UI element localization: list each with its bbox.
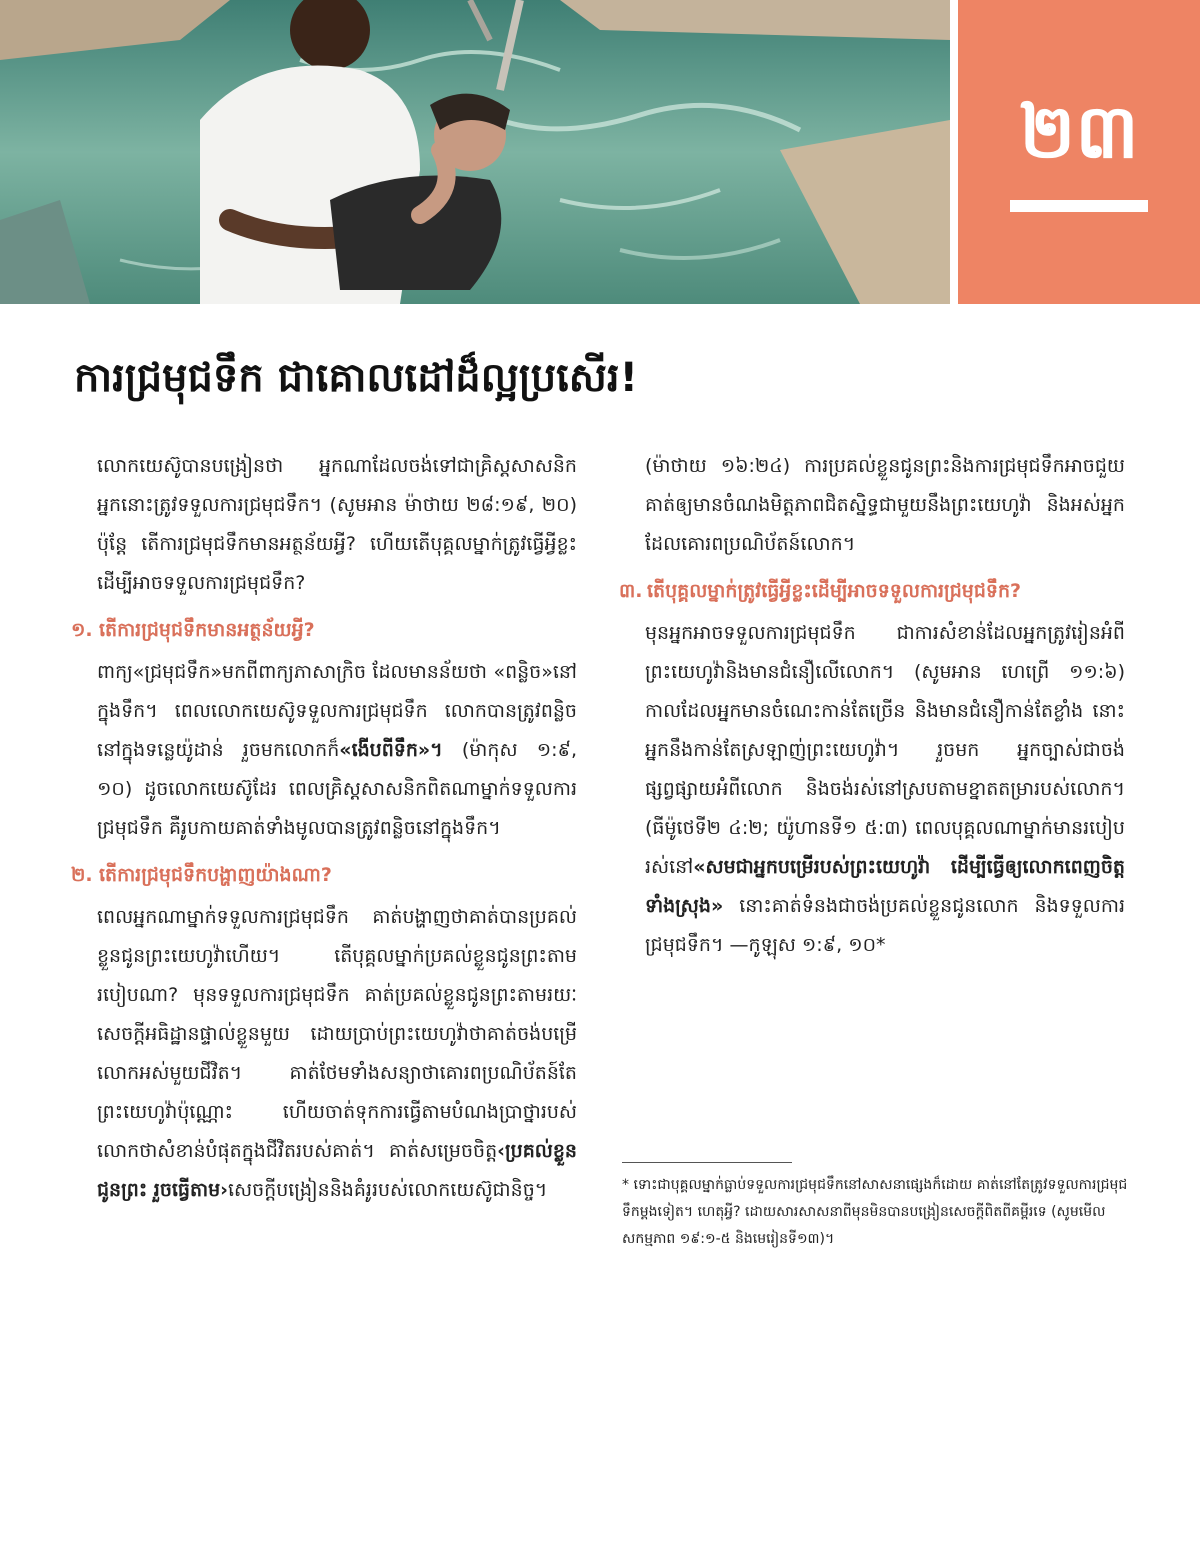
section-2-text: សេចក្ដីបង្រៀននិងគំរូរបស់លោកយេស៊ូជានិច្ច។ <box>227 1179 548 1201</box>
section-2-body-continued <box>645 447 1125 564</box>
hero-photo <box>0 0 950 304</box>
left-column <box>71 447 577 1210</box>
section-2-heading <box>71 860 577 890</box>
section-2-bold-text: ‹ប្រគល់ខ្លួនជូនព្រះ រួចធ្វើតាម› <box>97 1140 577 1201</box>
section-2-text: ពេលអ្នកណាម្នាក់ទទួលការជ្រមុជទឹក គាត់បង្ហាញថាគាត់បានប្រគល់ខ្លួនជូនព្រះយេហូវ៉ាហើយ។ តើបុគ្គលម្នាក់ប្រគល់ខ្លួនជូនព្រះតាមរបៀបណា? មុនទទួលការជ្រមុជទឹក គាត់ប្រគល់ខ្លួនជូនព្រះតាមរយៈសេចក្ដីអធិដ្ឋានផ្ទាល់ខ្លួនមួយ ដោយប្រាប់ព្រះយេហូវ៉ាថាគាត់ចង់បម្រើលោកអស់មួយជីវិត។ គាត់ថែមទាំងសន្យាថាគោរពប្រណិប័តន៍តែព្រះយេហូវ៉ាប៉ុណ្ណោះ ហើយចាត់ទុកការធ្វើតាមបំណងប្រាថ្នារបស់លោកថាសំខាន់បំផុតក្នុងជីវិតរបស់គាត់។ គាត់សម្រេចចិត្ត <box>97 906 577 1162</box>
section-3-bold-text: «សមជាអ្នកបម្រើរបស់ព្រះយេហូវ៉ា ដើម្បីធ្វើឲ្យលោកពេញចិត្តទាំងស្រុង» <box>645 856 1125 917</box>
footnote-divider <box>622 1162 792 1163</box>
section-2-number: ២. <box>71 864 93 886</box>
section-1-title: តើការជ្រមុជទឹកមានអត្ថន័យអ្វី? <box>99 619 315 641</box>
section-1-body <box>97 653 577 848</box>
section-1-number: ១. <box>71 619 93 641</box>
section-2-text: (ម៉ាថាយ ១៦:២៤) ការប្រគល់ខ្លួនជូនព្រះនិងការជ្រមុជទឹកអាចជួយគាត់ឲ្យមានចំណងមិត្តភាពជិតស្និទ្ធជាមួយនឹងព្រះយេហូវ៉ា និងអស់អ្នកដែលគោរពប្រណិប័តន៍លោក។ <box>645 455 1125 555</box>
section-3-body <box>645 614 1125 965</box>
section-1-text: ពាក្យ«ជ្រមុជទឹក»មកពីពាក្យភាសាក្រិច ដែលមានន័យថា «ពន្លិច»នៅក្នុងទឹក។ ពេលលោកយេស៊ូទទួលការជ្រមុជទឹក លោកបានត្រូវពន្លិចនៅក្នុងទន្លេយ៉ូដាន់ រួចមកលោកក៏ <box>97 661 577 761</box>
baptism-illustration <box>0 0 950 304</box>
page-title: ការជ្រមុជទឹក ជាគោលដៅដ៏ល្អប្រសើរ! <box>74 355 638 401</box>
section-3-title: តើបុគ្គលម្នាក់ត្រូវធ្វើអ្វីខ្លះដើម្បីអាចទទួលការជ្រមុជទឹក? <box>647 580 1022 602</box>
section-1-text-end: (ម៉ាកុស ១:៩, ១០) ដូចលោកយេស៊ូដែរ ពេលគ្រិស្តសាសនិកពិតណាម្នាក់ទទួលការជ្រមុជទឹក គឺរូបកាយគាត់ទាំងមូលបានត្រូវពន្លិចនៅក្នុងទឹក។ <box>97 739 577 839</box>
section-3-number: ៣. <box>619 580 643 602</box>
lesson-number-block <box>958 0 1200 304</box>
section-3-text-end: នោះគាត់ទំនងជាចង់ប្រគល់ខ្លួនជូនលោក និងទទួលការជ្រមុជទឹក។ —កូឡុស ១:៩, ១០* <box>645 895 1125 956</box>
section-2-body <box>97 898 577 1210</box>
section-2-title: តើការជ្រមុជទឹកបង្ហាញយ៉ាងណា? <box>99 864 332 886</box>
lesson-number-underline <box>1010 200 1148 212</box>
right-column <box>619 447 1125 965</box>
footnote: * ទោះជាបុគ្គលម្នាក់ធ្លាប់ទទួលការជ្រមុជទឹកនៅសាសនាផ្សេងក៏ដោយ គាត់នៅតែត្រូវទទួលការជ្រមុជទឹកម្ដងទៀត។ ហេតុអ្វី? ដោយសារសាសនាពីមុនមិនបានបង្រៀនសេចក្ដីពិតពីគម្ពីរទេ (សូមមើល សកម្មភាព ១៩:១-៥ និងមេរៀនទី១៣)។ <box>622 1177 1128 1247</box>
section-3-heading <box>619 576 1125 606</box>
lesson-number: ២៣ <box>1019 89 1139 175</box>
section-3-text: មុនអ្នកអាចទទួលការជ្រមុជទឹក ជាការសំខាន់ដែលអ្នកត្រូវរៀនអំពីព្រះយេហូវ៉ានិងមានជំនឿលើលោក។ (សូមអាន ហេព្រើ ១១:៦) កាលដែលអ្នកមានចំណេះកាន់តែច្រើន និងមានជំនឿកាន់តែខ្លាំង នោះអ្នកនឹងកាន់តែស្រឡាញ់ព្រះយេហូវ៉ា។ រួចមក អ្នកច្បាស់ជាចង់ផ្សព្វផ្សាយអំពីលោក និងចង់រស់នៅស្របតាមខ្នាតតម្រារបស់លោក។ (ធីម៉ូថេទី២ ៤:២; យ៉ូហានទី១ ៥:៣) ពេលបុគ្គលណាម្នាក់មានរបៀបរស់នៅ <box>645 622 1125 878</box>
section-1-bold-text: «ងើបពីទឹក»។ <box>339 739 443 761</box>
section-1-heading <box>71 615 577 645</box>
intro-paragraph: លោកយេស៊ូបានបង្រៀនថា អ្នកណាដែលចង់ទៅជាគ្រិស្តសាសនិក អ្នកនោះត្រូវទទួលការជ្រមុជទឹក។ (សូមអាន ម៉ាថាយ ២៨:១៩, ២០) ប៉ុន្តែ តើការជ្រមុជទឹកមានអត្ថន័យអ្វី? ហើយតើបុគ្គលម្នាក់ត្រូវធ្វើអ្វីខ្លះដើម្បីអាចទទួលការជ្រមុជទឹក? <box>97 455 577 594</box>
